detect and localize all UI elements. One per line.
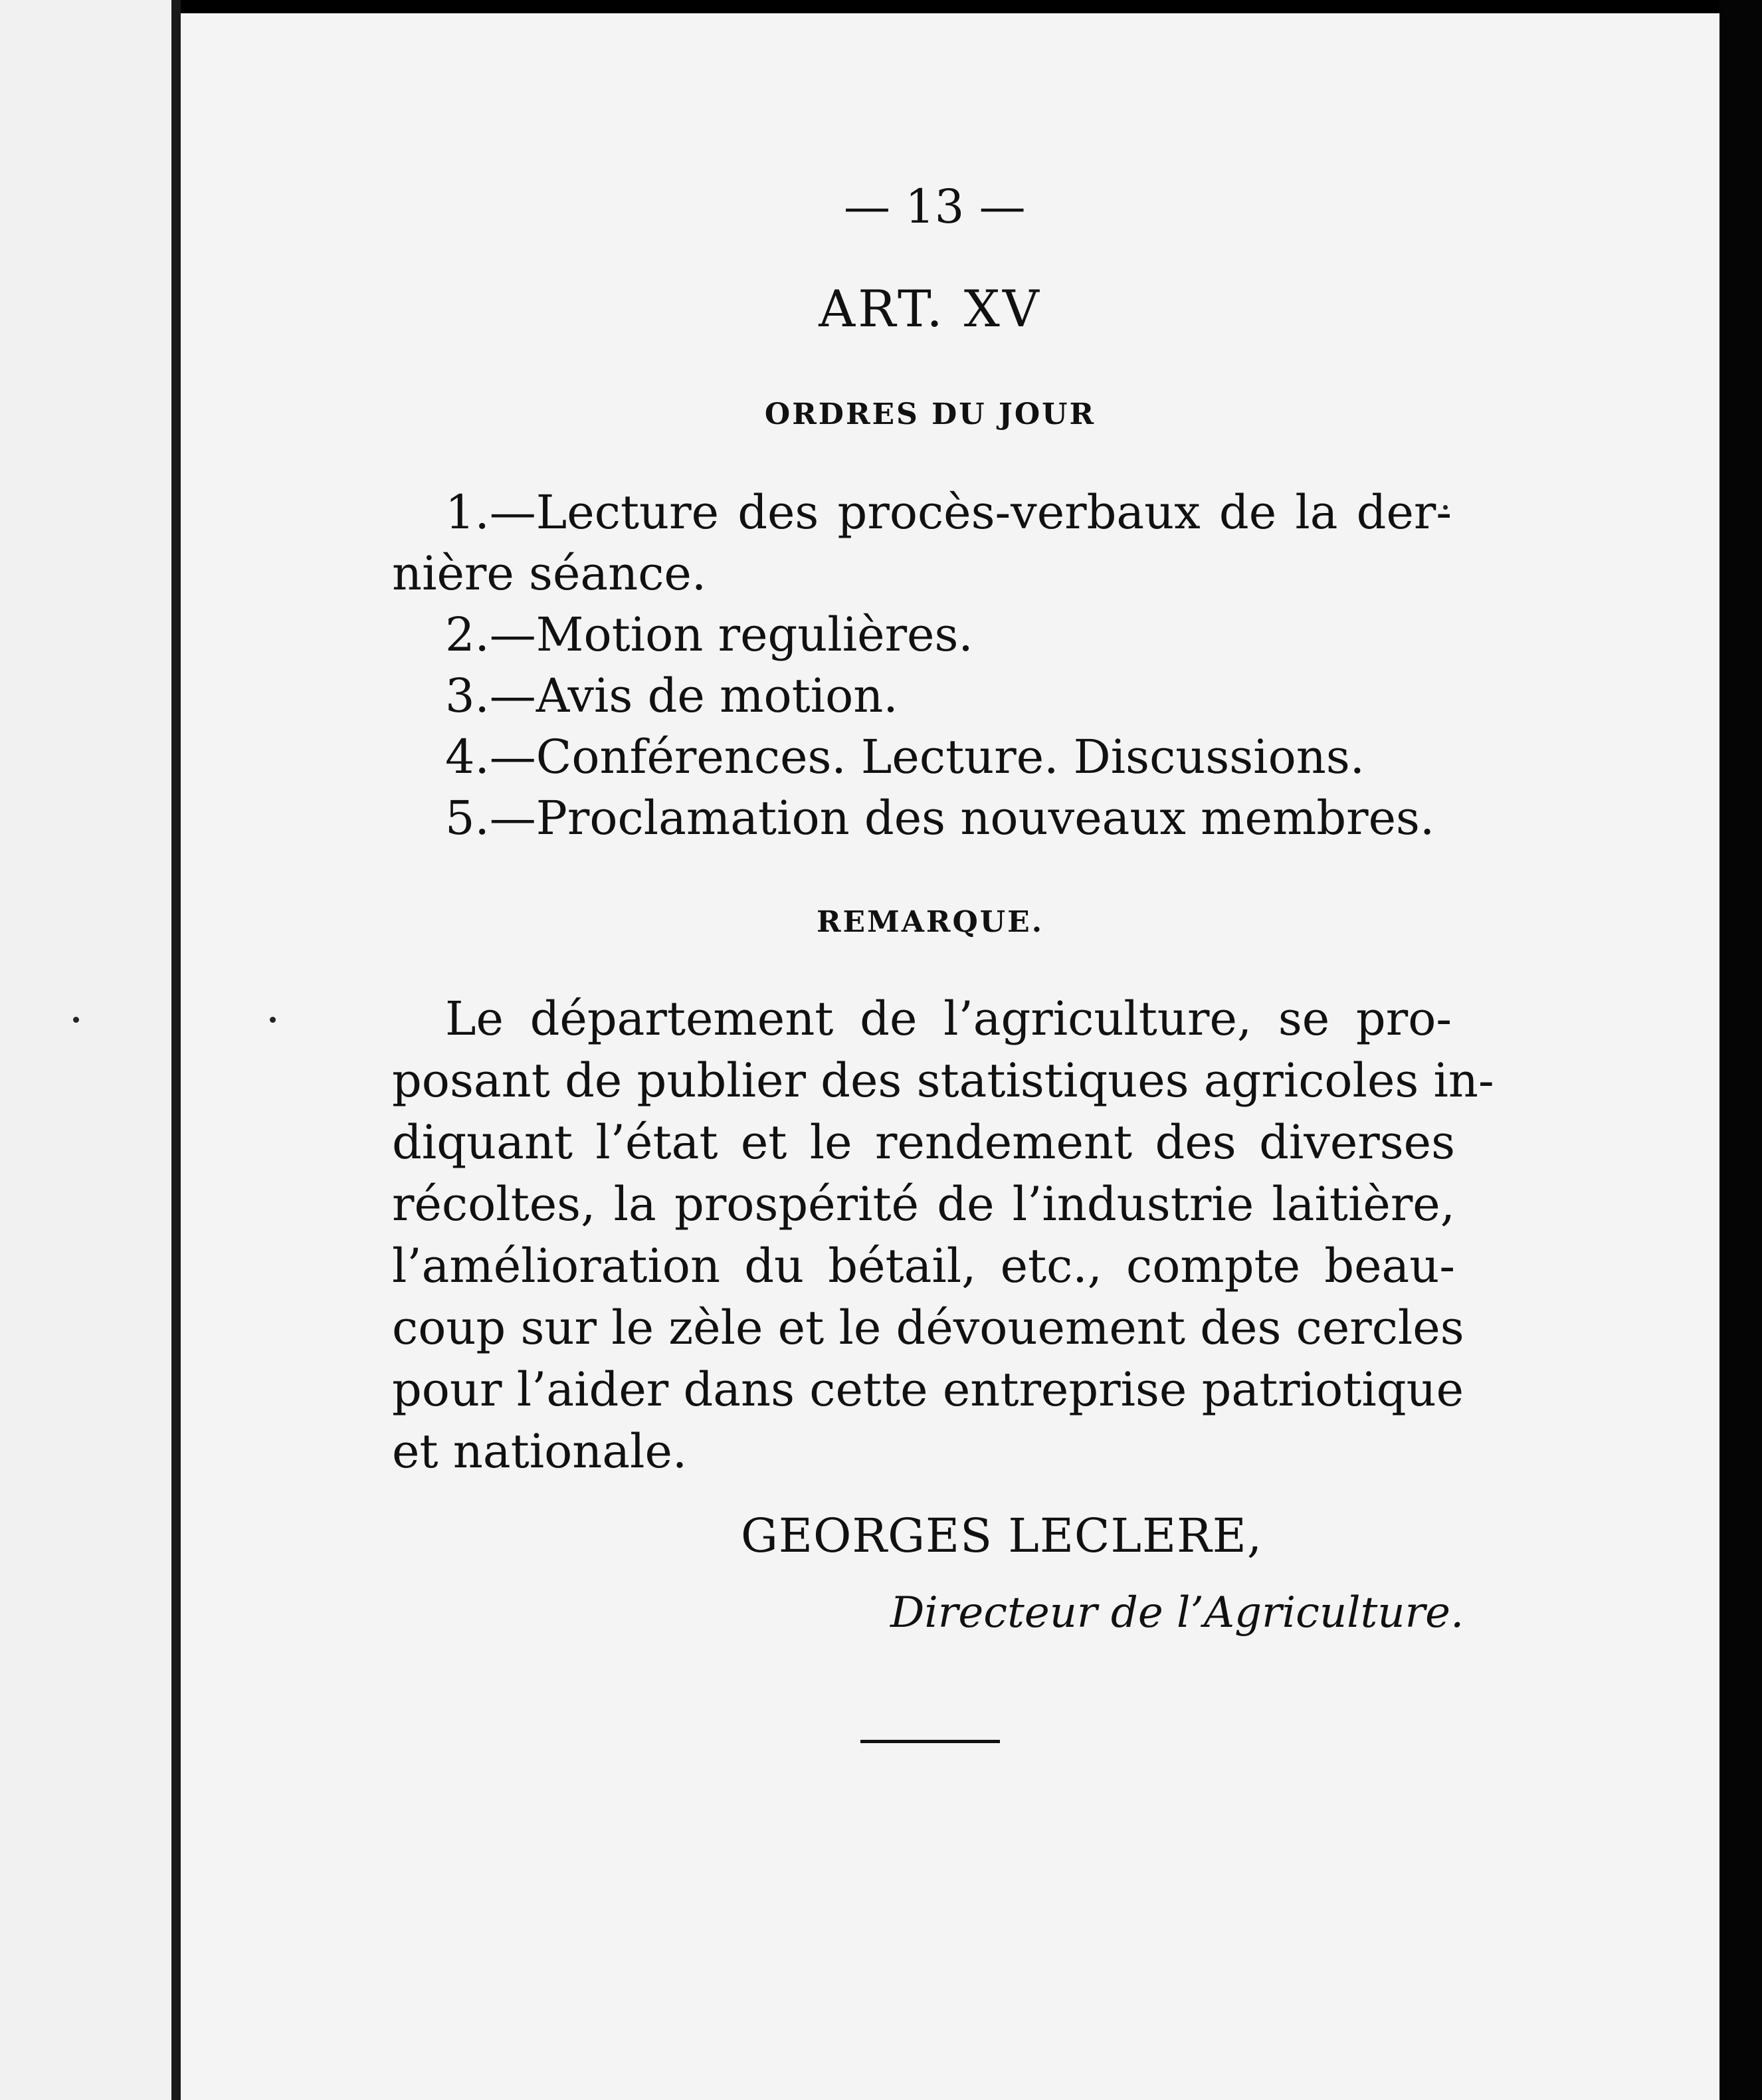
article-title: ART. XV (819, 279, 1042, 338)
signature-name: GEORGES LECLERE, (741, 1509, 1263, 1563)
scan-border (1719, 0, 1762, 2100)
closing-rule (860, 1740, 1000, 1743)
remark-line: posant de publier des statistiques agricoles in- (392, 1053, 1494, 1108)
remark-line: diquant l’état et le rendement des diverses (392, 1115, 1455, 1170)
agenda-line-1: 1.—Lecture des procès-verbaux de la der- (445, 485, 1452, 540)
remark-line: récoltes, la prospérité de l’industrie laitière, (392, 1177, 1455, 1231)
facing-page-margin (0, 0, 171, 2100)
agenda-line-2: 2.—Motion regulières. (445, 607, 973, 662)
remark-line: coup sur le zèle et le dévouement des cercles (392, 1301, 1464, 1355)
agenda-line-4: 4.—Conférences. Lecture. Discussions. (445, 730, 1365, 784)
agenda-line-3: 3.—Avis de motion. (445, 669, 898, 723)
page-gutter (171, 0, 181, 2100)
speck-mark (73, 1017, 79, 1023)
remark-line: pour l’aider dans cette entreprise patriotique (392, 1362, 1464, 1417)
agenda-line-1-continued: nière séance. (392, 546, 707, 601)
remark-line: et nationale. (392, 1424, 688, 1479)
remark-heading: REMARQUE. (816, 905, 1044, 939)
agenda-heading: ORDRES DU JOUR (764, 397, 1096, 431)
speck-mark (270, 1017, 276, 1023)
signature-title: Directeur de l’Agriculture. (890, 1588, 1464, 1637)
page-number: — 13 — (844, 179, 1026, 234)
remark-line: Le département de l’agriculture, se pro- (445, 992, 1452, 1046)
remark-line: l’amélioration du bétail, etc., compte beau- (392, 1239, 1455, 1293)
agenda-line-5: 5.—Proclamation des nouveaux membres. (445, 791, 1435, 845)
